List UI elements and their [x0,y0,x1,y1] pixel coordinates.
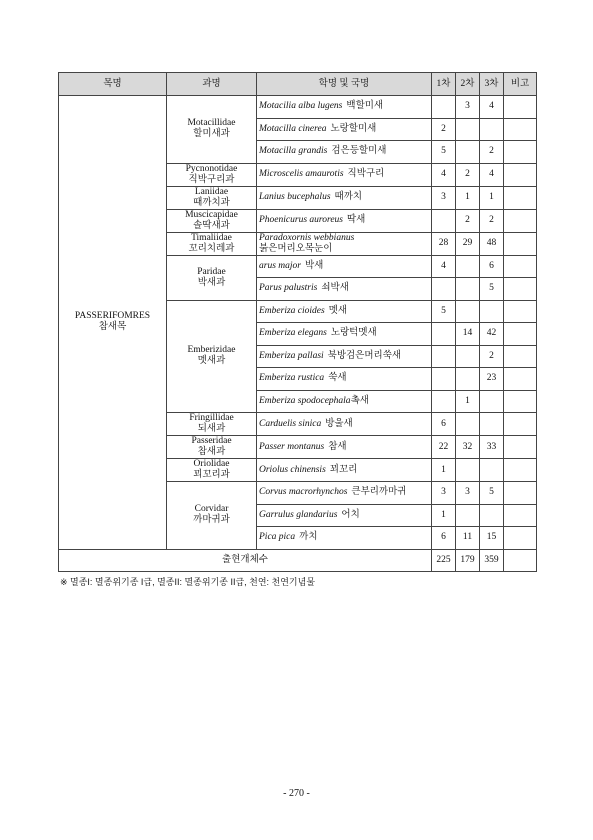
species-name [257,163,432,186]
scientific-name: Emberiza elegans [259,328,327,339]
note-cell [504,300,537,323]
note-cell [504,323,537,346]
count-1 [432,209,456,232]
scientific-name: Motacilla cinerea [259,123,327,134]
species-name [257,96,432,119]
species-name [257,300,432,323]
family-korean: 할미새과 [193,129,230,140]
total-label: 출현개체수 [59,549,432,571]
note-cell [504,163,537,186]
header-name: 학명 및 국명 [257,73,432,96]
scientific-name: Emberiza pallasi [259,350,324,361]
count-1 [432,278,456,301]
scientific-name: Paradoxornis webbianus [259,232,355,243]
header-survey-3: 3차 [480,73,504,96]
korean-name: 큰부리까마귀 [351,487,407,498]
family-cell [167,436,257,459]
species-name [257,186,432,209]
korean-name: 참새 [328,441,347,452]
note-cell [504,141,537,164]
count-1: 5 [432,141,456,164]
scientific-name: Emberiza cioides [259,305,325,316]
total-3: 359 [480,549,504,571]
scientific-name: Pica pica [259,532,296,543]
family-korean: 꾀꼬리과 [193,470,230,480]
family-korean: 때까치과 [193,197,230,208]
count-1 [432,368,456,391]
count-2 [456,504,480,527]
species-name [257,141,432,164]
note-cell [504,459,537,482]
scientific-name: Lanius bucephalus [259,192,331,202]
family-korean: 까마귀과 [193,515,230,526]
family-latin: Corvidar [194,504,229,515]
family-cell [167,255,257,300]
species-name [257,232,432,255]
family-korean: 박새과 [197,277,226,288]
species-name [257,504,432,527]
note-cell [504,232,537,255]
header-order: 목명 [59,73,167,96]
count-3: 23 [480,368,504,391]
korean-name: 노랑턱멧새 [330,328,377,339]
species-name [257,459,432,482]
count-2: 14 [456,323,480,346]
scientific-name: Motacilla grandis [259,146,328,157]
species-name [257,255,432,278]
korean-name: 까치 [299,532,318,543]
count-2: 2 [456,163,480,186]
family-cell [167,413,257,436]
family-cell [167,232,257,255]
count-2 [456,300,480,323]
korean-name: 노랑할미새 [330,123,377,134]
scientific-name: Oriolus chinensis [259,464,326,475]
family-latin: Motacillidae [187,118,236,129]
korean-name: 방울새 [325,418,353,429]
family-cell [167,209,257,232]
note-cell [504,549,537,571]
count-2: 3 [456,96,480,119]
count-3: 5 [480,482,504,505]
count-3: 4 [480,96,504,119]
scientific-name: arus major [259,260,301,271]
count-2 [456,255,480,278]
count-1 [432,390,456,413]
scientific-name: Phoenicurus auroreus [259,215,343,225]
species-name [257,413,432,436]
note-cell [504,527,537,550]
table-row [59,96,537,119]
family-latin: Laniidae [194,186,229,197]
count-1: 3 [432,186,456,209]
count-2: 29 [456,232,480,255]
species-name [257,390,432,413]
family-latin: Passeridae [191,436,232,446]
korean-name: 꾀꼬리 [329,464,358,475]
species-name [257,436,432,459]
family-cell [167,482,257,550]
count-3 [480,413,504,436]
species-table [58,72,537,572]
count-1: 1 [432,459,456,482]
scientific-name: Emberiza rustica [259,373,325,384]
count-2 [456,118,480,141]
count-3: 2 [480,141,504,164]
count-3: 5 [480,278,504,301]
header-note: 비고 [504,73,537,96]
scientific-name: Carduelis sinica [259,418,322,429]
count-1: 1 [432,504,456,527]
family-cell [167,300,257,413]
count-1: 2 [432,118,456,141]
korean-name: 때까치 [334,192,363,202]
family-latin: Timaliidae [191,232,232,243]
korean-name: 검은등할미새 [331,146,387,157]
scientific-name: Motacilia alba lugens [259,101,343,112]
count-1: 5 [432,300,456,323]
species-name [257,527,432,550]
note-cell [504,436,537,459]
header-survey-1: 1차 [432,73,456,96]
note-cell [504,278,537,301]
scientific-name: Microscelis amaurotis [259,169,344,179]
family-cell [167,186,257,209]
species-name [257,209,432,232]
scientific-name: Parus palustris [259,283,318,294]
family-cell [167,163,257,186]
family-latin: Emberizidae [187,345,236,356]
note-cell [504,118,537,141]
count-2 [456,459,480,482]
count-2 [456,345,480,368]
count-2 [456,278,480,301]
count-3: 33 [480,436,504,459]
count-2 [456,368,480,391]
count-2 [456,413,480,436]
family-latin: Paridae [197,266,226,277]
total-2: 179 [456,549,480,571]
scientific-name: Corvus macrorhynchos [259,487,348,498]
order-cell [59,96,167,550]
count-3 [480,118,504,141]
count-2 [456,141,480,164]
page-number: - 270 - [283,788,310,799]
family-korean: 참새과 [197,447,226,457]
korean-name: 박새 [304,260,324,271]
family-korean: 솔딱새과 [193,220,230,231]
count-3 [480,390,504,413]
header-row [59,73,537,96]
korean-name: 붉은머리오목눈이 [259,243,333,254]
korean-name: 백할미새 [346,101,384,112]
header-family: 과명 [167,73,257,96]
family-latin: Fringillidae [189,413,234,423]
count-3: 2 [480,209,504,232]
note-cell [504,255,537,278]
count-1: 22 [432,436,456,459]
footnote: ※ 멸종I: 멸종위기종 I급, 멸종II: 멸종위기종 II급, 천연: 천연기념물 [60,577,316,587]
count-1: 4 [432,163,456,186]
family-korean: 되새과 [197,424,226,434]
count-3: 15 [480,527,504,550]
note-cell [504,390,537,413]
note-cell [504,209,537,232]
header-survey-2: 2차 [456,73,480,96]
note-cell [504,368,537,391]
scientific-name: Garrulus glandarius [259,509,338,520]
korean-name: 촉새 [350,395,369,406]
korean-name: 어치 [341,509,360,520]
count-3: 48 [480,232,504,255]
scientific-name: Passer montanus [259,441,325,452]
note-cell [504,186,537,209]
count-1: 6 [432,413,456,436]
note-cell [504,96,537,119]
count-2: 2 [456,209,480,232]
species-name [257,345,432,368]
count-1: 4 [432,255,456,278]
count-1: 3 [432,482,456,505]
count-3: 1 [480,186,504,209]
note-cell [504,504,537,527]
family-latin: Oriolidae [193,459,230,469]
family-cell [167,96,257,164]
total-row [59,549,537,571]
korean-name: 멧새 [328,305,348,316]
count-1 [432,96,456,119]
family-latin: Pycnonotidae [185,163,238,174]
count-3: 42 [480,323,504,346]
count-2: 3 [456,482,480,505]
count-2: 1 [456,390,480,413]
note-cell [504,345,537,368]
count-2: 11 [456,527,480,550]
note-cell [504,413,537,436]
order-korean: 참새목 [98,322,127,333]
korean-name: 북방검은머리쑥새 [327,350,402,361]
count-3: 2 [480,345,504,368]
count-3: 4 [480,163,504,186]
family-korean: 꼬리치레과 [188,243,235,254]
count-3 [480,504,504,527]
total-1: 225 [432,549,456,571]
species-name [257,368,432,391]
family-latin: Muscicapidae [185,209,238,220]
count-1 [432,323,456,346]
count-2: 32 [456,436,480,459]
family-korean: 직박구리과 [188,174,235,185]
species-name [257,323,432,346]
count-1 [432,345,456,368]
korean-name: 직박구리 [347,169,385,179]
korean-name: 쑥새 [328,373,347,384]
count-3 [480,300,504,323]
count-3 [480,459,504,482]
order-latin: PASSERIFOMRES [74,311,151,322]
count-3: 6 [480,255,504,278]
family-korean: 멧새과 [197,356,226,367]
species-name [257,278,432,301]
korean-name: 쇠박새 [321,283,349,294]
note-cell [504,482,537,505]
scientific-name: Emberiza spodocephala [259,395,351,406]
species-name [257,482,432,505]
korean-name: 딱새 [347,215,366,225]
count-2: 1 [456,186,480,209]
species-name [257,118,432,141]
family-cell [167,459,257,482]
count-1: 28 [432,232,456,255]
count-1: 6 [432,527,456,550]
